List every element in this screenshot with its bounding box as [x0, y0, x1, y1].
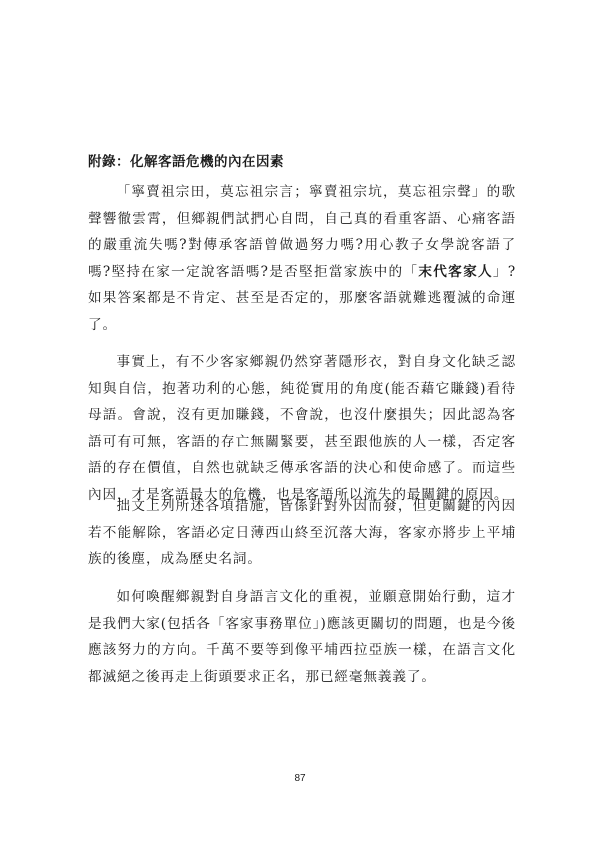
paragraph-1-emphasis: 末代客家人: [418, 263, 493, 280]
appendix-heading: 附錄：化解客語危機的內在因素: [88, 154, 284, 170]
page-number: 87: [294, 773, 306, 784]
paragraph-1: [88, 179, 516, 338]
paragraph-2: 事實上，有不少客家鄉親仍然穿著隱形衣，對自身文化缺乏認知與自信，抱著功利的心態，純從實用的角度(能否藉它賺錢)看待母語。會說，沒有更加賺錢，不會說，也沒什麼損失；因此認為客語可有可無，客語的存亡無關緊要，甚至跟他族的人一樣，否定客語的存在價值，自然也就缺乏傳承客語的決心和使命感了。而這些內因，才是客語最大的危機，也是客語所以流失的最關鍵的原因。: [88, 354, 516, 503]
paragraph-4: 如何喚醒鄉親對自身語言文化的重視，並願意開始行動，這才是我們大家(包括各「客家事務單位」)應該更關切的問題，也是今後應該努力的方向。千萬不要等到像平埔西拉亞族一樣，在語言文化都滅絕之後再走上街頭要求正名，那已經毫無義義了。: [88, 589, 516, 685]
paragraph-1-text-a: 「寧賣祖宗田，莫忘祖宗言；寧賣祖宗坑，莫忘祖宗聲」的歌聲響徹雲霄，但鄉親們試捫心自問，自己真的看重客語、心痛客語的嚴重流失嗎?對傳承客語曾做過努力嗎?用心教子女學說客語了嗎?堅持在家一定說客語嗎?是否堅拒當家族中的「: [88, 184, 516, 280]
paragraph-1-text-b: 」?如果答案都是不肯定、甚至是否定的，那麼客語就難逃覆滅的命運了。: [88, 263, 517, 333]
paragraph-3: 拙文上列所述各項措施，皆係針對外因而發，但更關鍵的內因若不能解除，客語必定日薄西山終至沉落大海，客家亦將步上平埔族的後塵，成為歷史名詞。: [88, 498, 516, 567]
